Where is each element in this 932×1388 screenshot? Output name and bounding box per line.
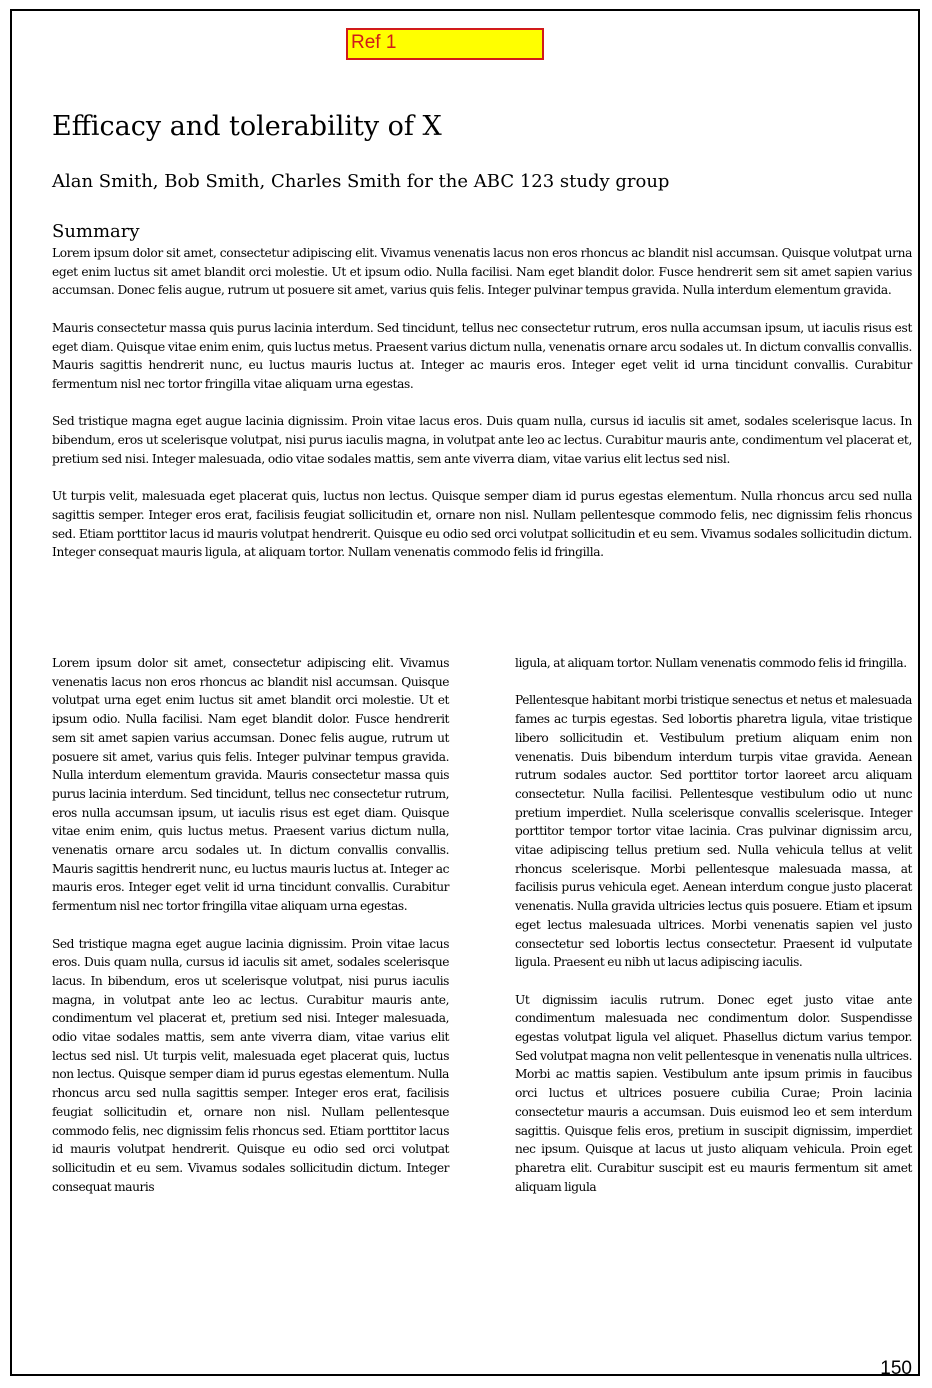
body-paragraph: Pellentesque habitant morbi tristique senectus et netus et malesuada fames ac turpis egestas. Sed lobortis pharetra ligula, vitae tristique libero sollicitudin et. Vestibulum pretium aliquam enim non venenatis. Duis bibendum interdum turpis vitae gravida. Aenean rutrum sodales auctor. Sed porttitor tortor laoreet arcu aliquam consectetur. Nulla facilisi. Pellentesque vestibulum odio ut nunc pretium imperdiet. Nulla scelerisque convallis scelerisque. Integer porttitor tempor tortor vitae lacinia. Cras pulvinar dignissim arcu, vitae adipiscing tellus pretium sed. Nulla vehicula tellus at velit rhoncus scelerisque. Morbi pellentesque malesuada massa, at facilisis purus vehicula eget. Aenean interdum congue justo placerat venenatis. Nulla gravida ultricies lectus quis posuere. Etiam et ipsum eget lectus malesuada ultrices. Morbi venenatis sapien vel justo consectetur sed lobortis lectus consectetur. Praesent id vulputate ligula. Praesent eu nibh ut lacus adipiscing iaculis. xyxy=(515,693,912,970)
body-column-right xyxy=(515,654,912,1215)
document-page xyxy=(10,9,920,1379)
reference-tag: Ref 1 xyxy=(346,28,544,60)
author-list: Alan Smith, Bob Smith, Charles Smith for the ABC 123 study group xyxy=(52,171,670,192)
paper-title: Efficacy and tolerability of X xyxy=(52,111,442,142)
summary-section xyxy=(52,244,912,581)
body-paragraph: Lorem ipsum dolor sit amet, consectetur adipiscing elit. Vivamus venenatis lacus non eros rhoncus ac blandit nisl accumsan. Quisque volutpat urna eget enim luctus sit amet blandit orci molestie. Ut et ipsum odio. Nulla facilisi. Nam eget blandit dolor. Fusce hendrerit sem sit amet sapien varius accumsan. Donec felis augue, rutrum ut posuere sit amet, varius quis felis. Integer pulvinar tempus gravida. Nulla interdum elementum gravida. Mauris consectetur massa quis purus lacinia interdum. Sed tincidunt, tellus nec consectetur rutrum, eros nulla accumsan ipsum, ut iaculis risus est eget diam. Quisque vitae enim enim, quis luctus metus. Praesent varius dictum nulla, venenatis ornare arcu sodales ut. In dictum convallis convallis. Mauris sagittis hendrerit nunc, eu luctus mauris luctus at. Integer ac mauris eros. Integer eget velit id urna tincidunt convallis. Curabitur fermentum nisl nec tortor fringilla vitae aliquam urna egestas. xyxy=(52,656,449,914)
summary-paragraph: Sed tristique magna eget augue lacinia dignissim. Proin vitae lacus eros. Duis quam nulla, cursus id iaculis sit amet, sodales scelerisque lacus. In bibendum, eros ut scelerisque volutpat, nisi purus iaculis magna, in volutpat ante leo ac lectus. Curabitur mauris ante, condimentum vel placerat et, pretium sed nisi. Integer malesuada, odio vitae sodales mattis, sem ante viverra diam, vitae varius elit lectus sed nisl. xyxy=(52,414,912,466)
summary-paragraph: Ut turpis velit, malesuada eget placerat quis, luctus non lectus. Quisque semper diam id purus egestas elementum. Nulla rhoncus arcu sed nulla sagittis semper. Integer eros erat, facilisis feugiat sollicitudin et, ornare non nisl. Nullam pellentesque commodo felis, nec dignissim felis rhoncus sed. Etiam porttitor lacus id mauris volutpat hendrerit. Quisque eu odio sed orci volutpat sollicitudin et eu sem. Vivamus sodales sollicitudin dictum. Integer consequat mauris ligula, at aliquam tortor. Nullam venenatis commodo felis id fringilla. xyxy=(52,489,912,560)
summary-heading: Summary xyxy=(52,221,140,242)
body-column-left xyxy=(52,654,449,1215)
summary-paragraph: Mauris consectetur massa quis purus lacinia interdum. Sed tincidunt, tellus nec consectetur rutrum, eros nulla accumsan ipsum, ut iaculis risus est eget diam. Quisque vitae enim enim, quis luctus metus. Praesent varius dictum nulla, venenatis ornare arcu sodales ut. In dictum convallis convallis. Mauris sagittis hendrerit nunc, eu luctus mauris luctus at. Integer ac mauris eros. Integer eget velit id urna tincidunt convallis. Curabitur fermentum nisl nec tortor fringilla vitae aliquam urna egestas. xyxy=(52,320,912,391)
page-number: 150 xyxy=(880,1358,912,1379)
summary-paragraph: Lorem ipsum dolor sit amet, consectetur adipiscing elit. Vivamus venenatis lacus non eros rhoncus ac blandit nisl accumsan. Quisque volutpat urna eget enim luctus sit amet blandit orci molestie. Ut et ipsum odio. Nulla facilisi. Nam eget blandit dolor. Fusce hendrerit sem sit amet sapien varius accumsan. Donec felis augue, rutrum ut posuere sit amet, varius quis felis. Integer pulvinar tempus gravida. Nulla interdum elementum gravida. xyxy=(52,246,912,298)
body-paragraph: Ut dignissim iaculis rutrum. Donec eget justo vitae ante condimentum malesuada nec condimentum dolor. Suspendisse egestas volutpat ligula vel aliquet. Phasellus dictum varius tempor. Sed volutpat magna non velit pellentesque in venenatis nulla ultrices. Morbi ac mattis sapien. Vestibulum ante ipsum primis in faucibus orci luctus et ultrices posuere cubilia Curae; Proin lacinia consectetur mauris a accumsan. Duis euismod leo et sem interdum sagittis. Quisque felis eros, pretium in suscipit dignissim, imperdiet nec ipsum. Quisque at lacus ut justo aliquam vehicula. Proin eget pharetra elit. Curabitur suscipit est eu mauris fermentum sit amet aliquam ligula xyxy=(515,992,912,1194)
body-paragraph: ligula, at aliquam tortor. Nullam venenatis commodo felis id fringilla. xyxy=(515,656,907,670)
body-paragraph: Sed tristique magna eget augue lacinia dignissim. Proin vitae lacus eros. Duis quam nulla, cursus id iaculis sit amet, sodales scelerisque lacus. In bibendum, eros ut scelerisque volutpat, nisi purus iaculis magna, in volutpat ante leo ac lectus. Curabitur mauris ante, condimentum vel placerat et, pretium sed nisi. Integer malesuada, odio vitae sodales mattis, sem ante viverra diam, vitae varius elit lectus sed nisl. Ut turpis velit, malesuada eget placerat quis, luctus non lectus. Quisque semper diam id purus egestas elementum. Nulla rhoncus arcu sed nulla sagittis semper. Integer eros erat, facilisis feugiat sollicitudin et, ornare non nisl. Nullam pellentesque commodo felis, nec dignissim felis rhoncus sed. Etiam porttitor lacus id mauris volutpat hendrerit. Quisque eu odio sed orci volutpat sollicitudin et eu sem. Vivamus sodales sollicitudin dictum. Integer consequat mauris xyxy=(52,936,449,1194)
